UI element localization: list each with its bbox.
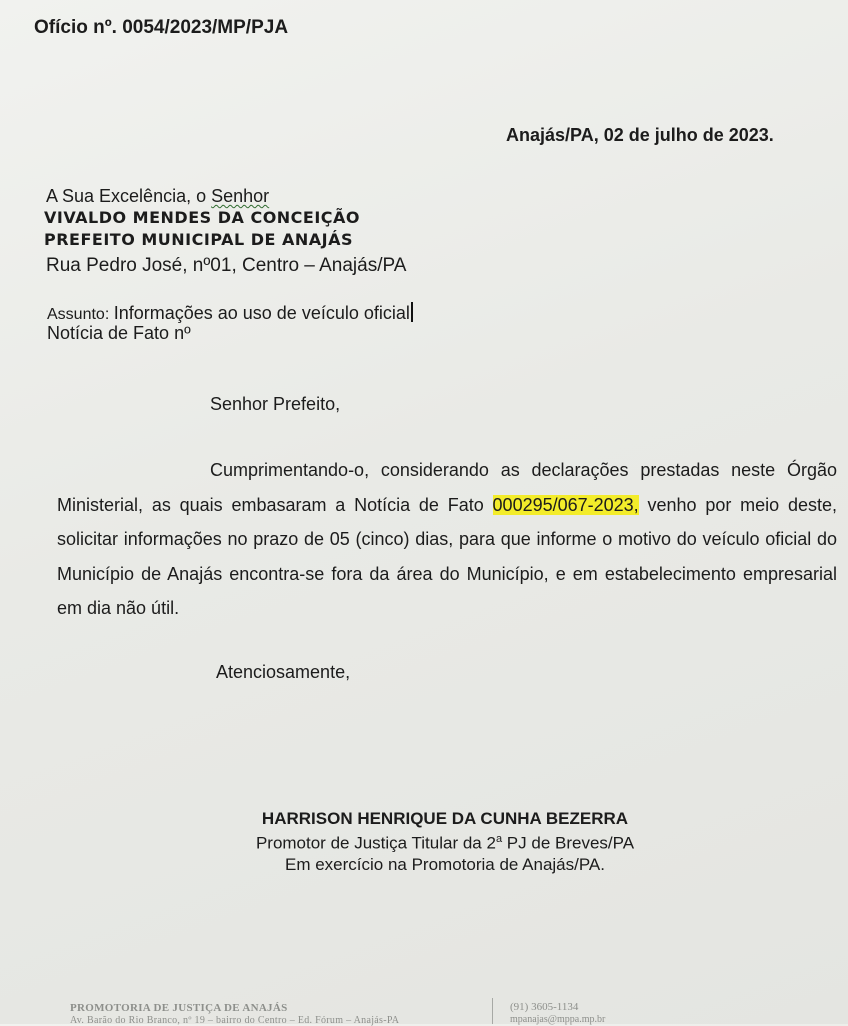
subject-label: Assunto:	[47, 306, 114, 323]
footer-street: Av. Barão do Rio Branco, nº 19 – bairro do Centro – Ed. Fórum – Anajás-PA	[70, 1015, 400, 1026]
addressee-name: VIVALDO MENDES DA CONCEIÇÃO	[44, 208, 361, 227]
oficio-number: Ofício nº. 0054/2023/MP/PJA	[34, 17, 289, 38]
text-cursor	[411, 302, 413, 322]
document-date: Anajás/PA, 02 de julho de 2023.	[506, 125, 774, 145]
signature-block	[200, 808, 690, 875]
body-part-1: Cumprimentando-o, considerando as declarações prestadas neste Órgão Ministerial, as quais embasaram a Notícia de Fato	[57, 460, 837, 515]
noticia-de-fato-line: Notícia de Fato nº	[47, 323, 191, 343]
signatory-role-suffix: PJ de Breves/PA	[502, 833, 635, 853]
signatory-name: HARRISON HENRIQUE DA CUNHA BEZERRA	[261, 809, 629, 828]
footer-email: mpanajas@mppa.mp.br	[510, 1014, 606, 1025]
footer-divider	[492, 998, 493, 1024]
salutation: Senhor Prefeito,	[210, 394, 341, 414]
addressee-salutation-word: Senhor	[211, 186, 270, 206]
signatory-office: Em exercício na Promotoria de Anajás/PA.	[284, 854, 605, 874]
body-paragraph	[57, 453, 837, 626]
addressee-salutation	[46, 186, 269, 207]
closing: Atenciosamente,	[216, 662, 351, 682]
subject-line	[47, 302, 413, 324]
subject-text: Informações ao uso de veículo oficial	[113, 303, 410, 323]
footer-phone: (91) 3605-1134	[510, 1001, 579, 1013]
highlighted-case-number: 000295/067-2023,	[492, 494, 639, 515]
addressee-address: Rua Pedro José, nº01, Centro – Anajás/PA	[46, 255, 407, 276]
body-part-2: venho por meio deste, solicitar informações no prazo de 05 (cinco) dias, para que informe o motivo do veículo oficial do Município de Anajás encontra-se fora da área do Município, e em estabelecimento empresarial em dia não útil.	[57, 494, 837, 618]
footer-org: PROMOTORIA DE JUSTIÇA DE ANAJÁS	[70, 1002, 288, 1014]
signatory-role	[200, 829, 690, 854]
letterhead-footer	[0, 996, 848, 1024]
signatory-role-sup: a	[495, 833, 503, 845]
signatory-role-prefix: Promotor de Justiça Titular da 2	[255, 833, 496, 853]
addressee-salutation-prefix: A Sua Excelência, o	[46, 186, 212, 206]
addressee-title: PREFEITO MUNICIPAL DE ANAJÁS	[44, 230, 354, 249]
